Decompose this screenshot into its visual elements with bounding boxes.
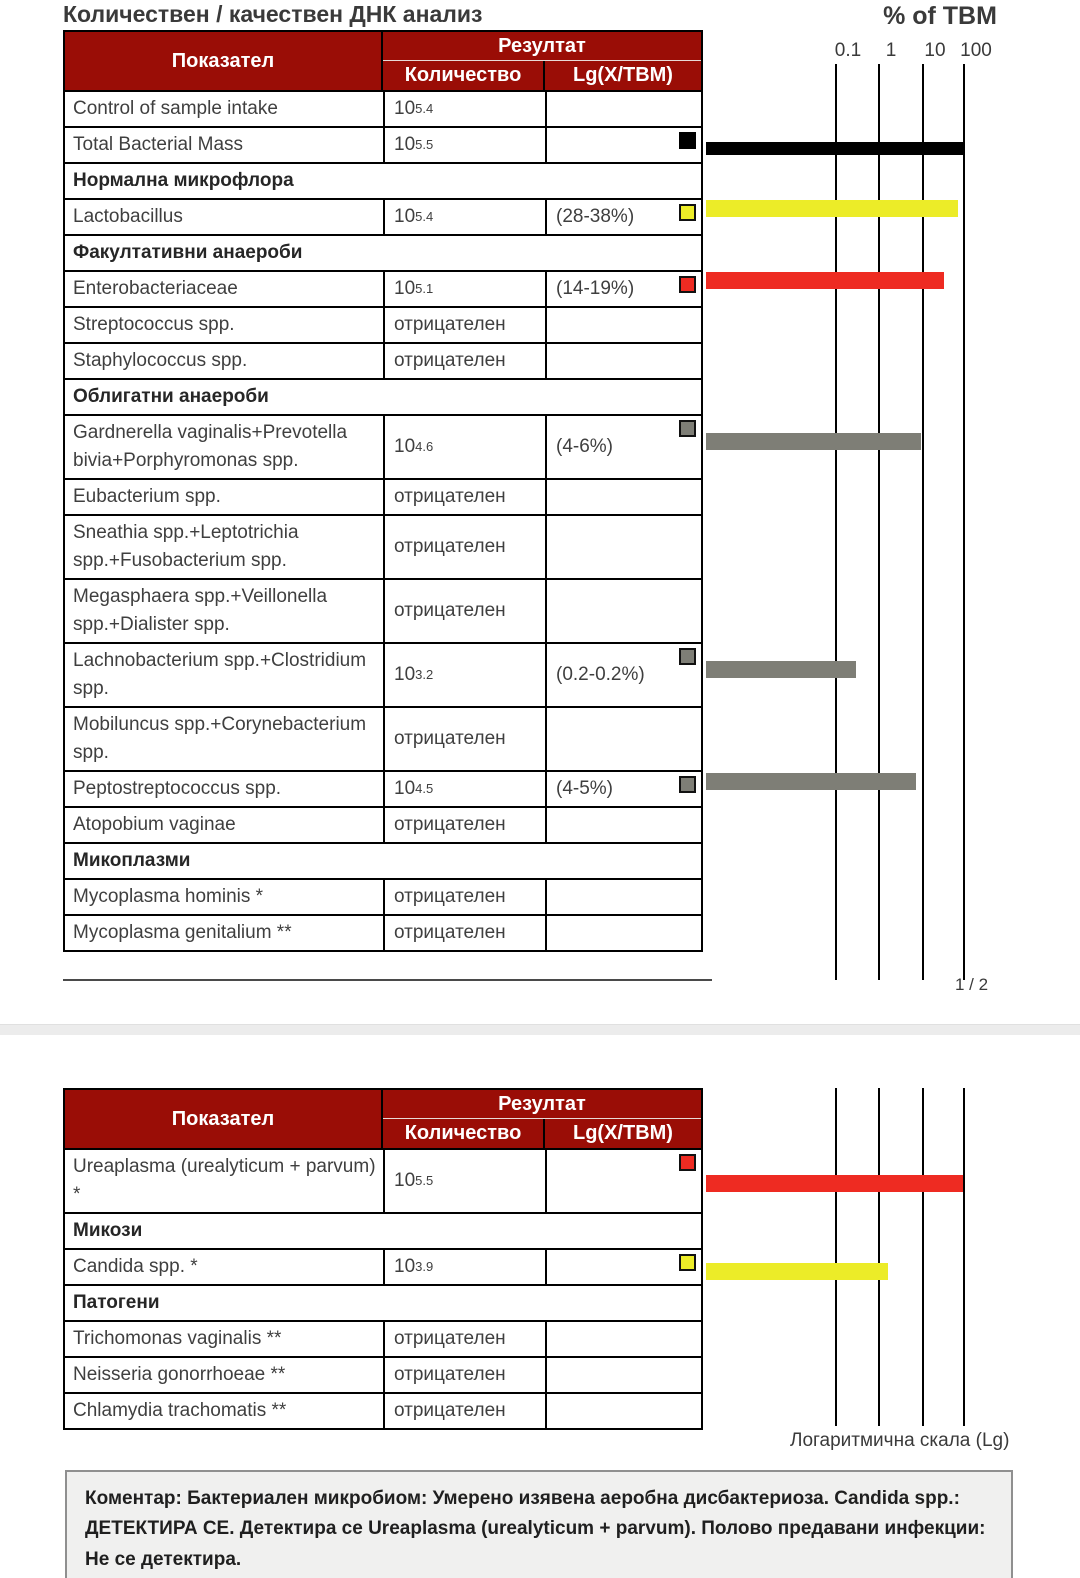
lg-ratio-value xyxy=(545,1394,701,1428)
table-row xyxy=(65,478,701,514)
table-header xyxy=(65,32,701,90)
section-row: Факултативни анаероби xyxy=(65,234,701,270)
quantity-value: 10 4.6 xyxy=(383,416,545,478)
gridline xyxy=(922,1088,924,1426)
table-row xyxy=(65,1248,701,1284)
result-bar xyxy=(706,433,921,450)
lg-ratio-value: (0.2-0.2%) xyxy=(545,644,701,706)
quantity-value: 10 5.4 xyxy=(383,200,545,234)
table-row xyxy=(65,806,701,842)
quantity-value: отрицателен xyxy=(383,580,545,642)
indicator-name: Trichomonas vaginalis ** xyxy=(73,1328,282,1350)
result-bar xyxy=(706,661,856,678)
table-row xyxy=(65,706,701,770)
result-marker xyxy=(679,420,696,437)
table-row xyxy=(65,770,701,806)
tick-label: 1 xyxy=(885,40,897,61)
header-subrow xyxy=(383,61,701,90)
tick-label: 0.1 xyxy=(834,40,862,61)
header-result-label: Резултат xyxy=(383,32,701,61)
lg-ratio-value xyxy=(545,308,701,342)
lg-ratio-value xyxy=(545,344,701,378)
header-quantity-label: Количество xyxy=(404,64,522,86)
gridline xyxy=(835,1088,837,1426)
indicator-name: Total Bacterial Mass xyxy=(73,134,244,156)
quantity-value: отрицателен xyxy=(383,516,545,578)
lg-ratio-value xyxy=(545,580,701,642)
indicator-name: Streptococcus spp. xyxy=(73,314,235,336)
indicator-name: Peptostreptococcus spp. xyxy=(73,778,282,800)
table-row xyxy=(65,578,701,642)
indicator-name: Lactobacillus xyxy=(73,206,183,228)
indicator-name: Megasphaera spp.+Veillonella spp.+Dialister spp. xyxy=(73,586,328,635)
quantity-value: 10 3.2 xyxy=(383,644,545,706)
table-row xyxy=(65,414,701,478)
lg-ratio-value: (4-6%) xyxy=(545,416,701,478)
section-row: Облигатни анаероби xyxy=(65,378,701,414)
quantity-value: отрицателен xyxy=(383,1322,545,1356)
header-indicator-label: Показател xyxy=(65,1090,383,1148)
result-marker xyxy=(679,648,696,665)
lg-ratio-value xyxy=(545,916,701,950)
page-title: Количествен / качествен ДНК анализ xyxy=(63,1,483,27)
result-marker xyxy=(679,1254,696,1271)
comment-box xyxy=(65,1470,1013,1578)
indicator-name: Staphylococcus spp. xyxy=(73,350,248,372)
quantity-value: отрицателен xyxy=(383,708,545,770)
page-separator-band xyxy=(0,1024,1080,1035)
quantity-value: 10 3.9 xyxy=(383,1250,545,1284)
header-subrow xyxy=(383,1119,701,1148)
table-row xyxy=(65,914,701,950)
page-number: 1 / 2 xyxy=(955,975,989,994)
table-row xyxy=(65,198,701,234)
indicator-name: Mycoplasma genitalium ** xyxy=(73,922,292,944)
gridline xyxy=(963,64,965,980)
lg-ratio-value xyxy=(545,1358,701,1392)
result-bar xyxy=(706,142,963,155)
quantity-value: отрицателен xyxy=(383,1394,545,1428)
lg-ratio-value xyxy=(545,1250,701,1284)
gridline xyxy=(963,1088,965,1426)
lg-ratio-value xyxy=(545,1150,701,1212)
table-row xyxy=(65,270,701,306)
table-row xyxy=(65,514,701,578)
indicator-name: Candida spp. * xyxy=(73,1256,198,1278)
lg-ratio-value: (4-5%) xyxy=(545,772,701,806)
result-bar xyxy=(706,773,916,790)
lg-ratio-value xyxy=(545,516,701,578)
quantity-value: 10 5.1 xyxy=(383,272,545,306)
lg-ratio-value xyxy=(545,808,701,842)
result-bar xyxy=(706,200,958,217)
table-row xyxy=(65,1320,701,1356)
result-marker xyxy=(679,204,696,221)
comment-text: Коментар: Бактериален микробиом: Умерено изявена аеробна дисбактериоза. Candida spp.: ДЕТЕКТИРА СЕ. Детектира се Ureaplasma (urealyticum + parvum). Полово предавани инфекции: Не се детектира. xyxy=(85,1488,986,1570)
indicator-name: Enterobacteriaceae xyxy=(73,278,238,300)
header-lg-label: Lg(X/TBM) xyxy=(543,1119,701,1148)
quantity-value: 10 5.4 xyxy=(383,92,545,126)
result-bar xyxy=(706,272,944,289)
indicator-name: Sneathia spp.+Leptotrichia spp.+Fusobacterium spp. xyxy=(73,522,299,571)
log-scale-caption: Логаритмична скала (Lg) xyxy=(790,1430,1010,1451)
table-row xyxy=(65,342,701,378)
indicator-name: Lachnobacterium spp.+Clostridium spp. xyxy=(73,650,367,699)
table-header xyxy=(65,1090,701,1148)
section-row: Патогени xyxy=(65,1284,701,1320)
indicator-name: Mycoplasma hominis * xyxy=(73,886,264,908)
result-marker xyxy=(679,132,696,149)
indicator-name: Atopobium vaginae xyxy=(73,814,236,836)
result-marker xyxy=(679,1154,696,1171)
indicator-name: Gardnerella vaginalis+Prevotella bivia+Porphyromonas spp. xyxy=(73,422,348,471)
indicator-name: Eubacterium spp. xyxy=(73,486,221,508)
lg-ratio-value xyxy=(545,92,701,126)
results-table xyxy=(63,30,703,952)
quantity-value: отрицателен xyxy=(383,808,545,842)
quantity-value: 10 5.5 xyxy=(383,1150,545,1212)
tick-label: 100 xyxy=(960,40,992,61)
quantity-value: отрицателен xyxy=(383,1358,545,1392)
quantity-value: отрицателен xyxy=(383,880,545,914)
lg-ratio-value: (28-38%) xyxy=(545,200,701,234)
indicator-name: Control of sample intake xyxy=(73,98,278,120)
header-quantity-label: Количество xyxy=(404,1122,522,1144)
table-row xyxy=(65,1148,701,1212)
quantity-value: отрицателен xyxy=(383,344,545,378)
table-row xyxy=(65,642,701,706)
results-table xyxy=(63,1088,703,1430)
quantity-value: отрицателен xyxy=(383,308,545,342)
table-row xyxy=(65,1392,701,1428)
table-row xyxy=(65,878,701,914)
tick-label: 10 xyxy=(924,40,946,61)
indicator-name: Neisseria gonorrhoeae ** xyxy=(73,1364,286,1386)
indicator-name: Mobiluncus spp.+Corynebacterium spp. xyxy=(73,714,367,763)
header-result-group xyxy=(383,32,701,90)
table-row xyxy=(65,306,701,342)
header-result-group xyxy=(383,1090,701,1148)
lg-ratio-value xyxy=(545,1322,701,1356)
section-row: Нормална микрофлора xyxy=(65,162,701,198)
table-row xyxy=(65,126,701,162)
table-divider-line xyxy=(63,979,712,981)
indicator-name: Chlamydia trachomatis ** xyxy=(73,1400,287,1422)
table-row xyxy=(65,90,701,126)
result-bar xyxy=(706,1263,888,1280)
result-marker xyxy=(679,276,696,293)
table-row xyxy=(65,1356,701,1392)
quantity-value: 10 4.5 xyxy=(383,772,545,806)
quantity-value: отрицателен xyxy=(383,916,545,950)
result-marker xyxy=(679,776,696,793)
lg-ratio-value xyxy=(545,480,701,514)
lg-ratio-value xyxy=(545,128,701,162)
quantity-value: отрицателен xyxy=(383,480,545,514)
percent-of-tbm-label: % of TBM xyxy=(883,2,997,30)
header-indicator-label: Показател xyxy=(65,32,383,90)
section-row: Микози xyxy=(65,1212,701,1248)
quantity-value: 10 5.5 xyxy=(383,128,545,162)
gridline xyxy=(878,1088,880,1426)
lg-ratio-value xyxy=(545,880,701,914)
indicator-name: Ureaplasma (urealyticum + parvum) * xyxy=(73,1156,376,1205)
header-lg-label: Lg(X/TBM) xyxy=(543,61,701,90)
header-result-label: Резултат xyxy=(383,1090,701,1119)
result-bar xyxy=(706,1175,963,1192)
lg-ratio-value xyxy=(545,708,701,770)
lg-ratio-value: (14-19%) xyxy=(545,272,701,306)
section-row: Микоплазми xyxy=(65,842,701,878)
